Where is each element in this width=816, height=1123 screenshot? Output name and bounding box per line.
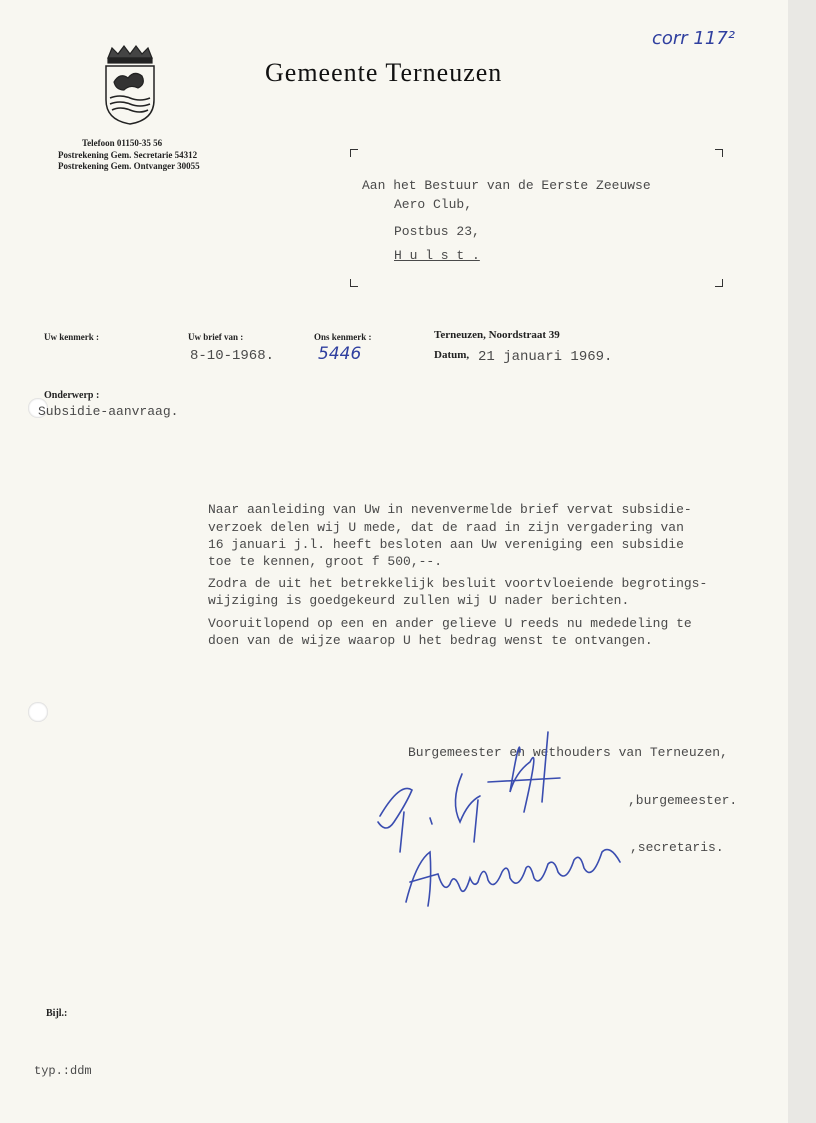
secretaris-line: ,secretaris. (630, 840, 724, 855)
body-p1-line-1: Naar aanleiding van Uw in nevenvermelde brief vervat subsidie- (208, 502, 692, 517)
letter-date: 21 januari 1969. (478, 349, 613, 365)
body-p2-line-1: Zodra de uit het betrekkelijk besluit voortvloeiende begrotings- (208, 576, 708, 591)
punch-hole-bottom (28, 702, 48, 722)
address-line-3: Postbus 23, (394, 224, 480, 239)
body-p1-line-4: toe te kennen, groot f 500,--. (208, 554, 443, 569)
address-corner-bl (350, 279, 358, 287)
handwritten-signatures (370, 712, 630, 912)
body-p1-line-3: 16 januari j.l. heeft besloten aan Uw vereniging een subsidie (208, 537, 684, 552)
municipal-crest-icon (100, 44, 160, 126)
municipality-title: Gemeente Terneuzen (265, 58, 503, 87)
uw-kenmerk-label: Uw kenmerk : (44, 332, 99, 342)
body-p3-line-2: doen van de wijze waarop U het bedrag wenst te ontvangen. (208, 633, 653, 648)
uw-brief-label: Uw brief van : (188, 332, 244, 342)
address-corner-br (715, 279, 723, 287)
place-address: Terneuzen, Noordstraat 39 (434, 329, 560, 341)
postrekening-ontvanger: Postrekening Gem. Ontvanger 30055 (58, 161, 200, 171)
body-p3-line-1: Vooruitlopend op een en ander gelieve U reeds nu mededeling te (208, 616, 692, 631)
address-line-4: H u l s t . (394, 248, 480, 263)
handwritten-corner-note: corr 117² (652, 28, 736, 49)
phone-number: Telefoon 01150-35 56 (82, 138, 163, 148)
bijlagen-label: Bijl.: (46, 1008, 68, 1019)
postrekening-secretarie: Postrekening Gem. Secretarie 54312 (58, 150, 198, 160)
address-line-2: Aero Club, (394, 197, 473, 212)
address-corner-tr (715, 149, 723, 157)
ons-kenmerk-label: Ons kenmerk : (314, 332, 372, 342)
ons-kenmerk-number: 5446 (318, 344, 362, 364)
burgemeester-line: ,burgemeester. (628, 793, 738, 808)
datum-label: Datum, (434, 349, 470, 361)
subject-value: Subsidie-aanvraag. (38, 404, 179, 419)
typist-code: typ.:ddm (34, 1064, 92, 1078)
body-p1-line-2: verzoek delen wij U mede, dat de raad in zijn vergadering van (208, 520, 684, 535)
address-line-1: Aan het Bestuur van de Eerste Zeeuwse (362, 178, 651, 193)
subject-label: Onderwerp : (44, 390, 100, 401)
body-p2-line-2: wijziging is goedgekeurd zullen wij U nader berichten. (208, 593, 630, 608)
page-edge (788, 0, 816, 1123)
uw-brief-date: 8-10-1968. (190, 348, 275, 364)
address-corner-tl (350, 149, 358, 157)
signature-heading: Burgemeester en wethouders van Terneuzen, (408, 745, 728, 760)
